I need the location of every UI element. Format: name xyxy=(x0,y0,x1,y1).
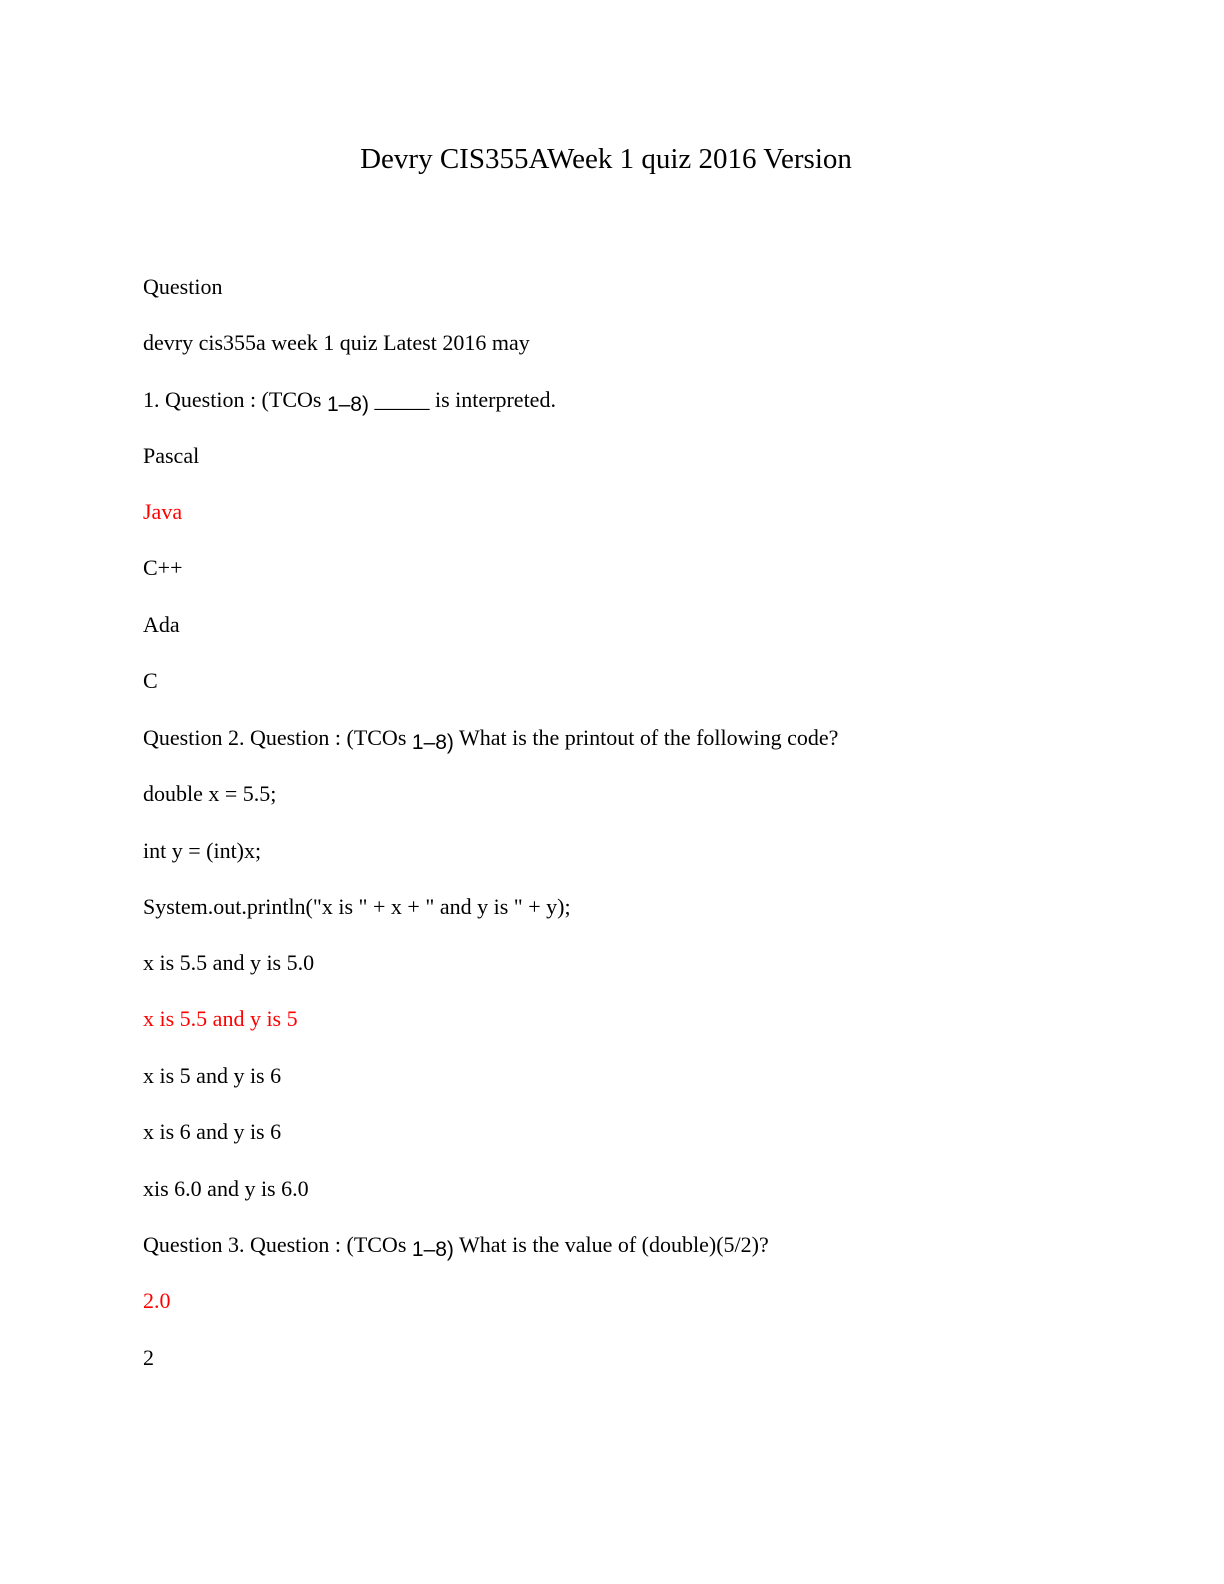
q3-option-1-correct: 2.0 xyxy=(143,1288,171,1313)
q1-option-java-correct: Java xyxy=(143,499,183,524)
document-title: Devry CIS355AWeek 1 quiz 2016 Version xyxy=(360,143,852,175)
q1-option-c: C xyxy=(143,668,158,693)
question-1-tco: 1–8) xyxy=(326,393,369,416)
q2-option-2-correct: x is 5.5 and y is 5 xyxy=(143,1006,298,1031)
q2-option-5: xis 6.0 and y is 6.0 xyxy=(143,1176,309,1201)
question-1-prefix: 1. Question : (TCOs xyxy=(143,387,327,412)
q2-option-1: x is 5.5 and y is 5.0 xyxy=(143,950,315,975)
question-1-text xyxy=(143,385,556,416)
q1-option-ada: Ada xyxy=(143,612,180,637)
q2-code-line-1: double x = 5.5; xyxy=(143,781,277,806)
question-3-text xyxy=(143,1230,769,1261)
q1-option-pascal: Pascal xyxy=(143,443,200,468)
question-3-prefix: Question 3. Question : (TCOs xyxy=(143,1232,412,1257)
q2-option-3: x is 5 and y is 6 xyxy=(143,1063,282,1088)
q2-option-4: x is 6 and y is 6 xyxy=(143,1119,282,1144)
q2-code-line-3: System.out.println("x is " + x + " and y is " + y); xyxy=(143,894,571,919)
question-1-suffix: _____ is interpreted. xyxy=(368,387,556,412)
question-3-suffix: What is the value of (double)(5/2)? xyxy=(453,1232,769,1257)
q3-option-2: 2 xyxy=(143,1345,154,1370)
question-2-text xyxy=(143,723,838,754)
q2-code-line-2: int y = (int)x; xyxy=(143,838,262,863)
question-2-tco: 1–8) xyxy=(411,731,454,754)
question-2-suffix: What is the printout of the following code? xyxy=(453,725,839,750)
document-subtitle: devry cis355a week 1 quiz Latest 2016 may xyxy=(143,330,530,355)
q1-option-cpp: C++ xyxy=(143,555,183,580)
question-3-tco: 1–8) xyxy=(411,1238,454,1261)
question-2-prefix: Question 2. Question : (TCOs xyxy=(143,725,412,750)
question-heading: Question xyxy=(143,274,223,299)
